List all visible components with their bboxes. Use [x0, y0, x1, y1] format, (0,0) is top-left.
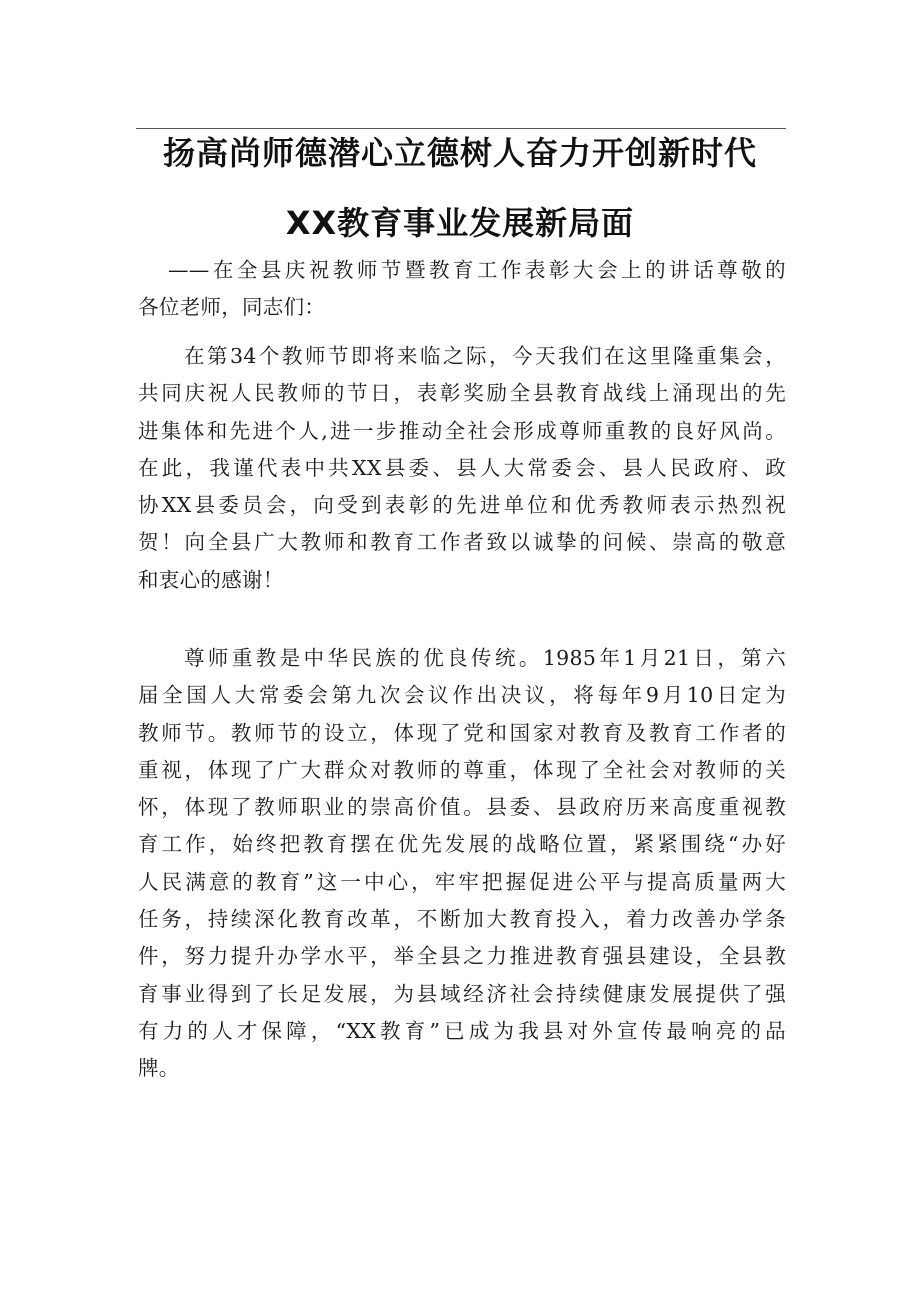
- paragraph-line: 届全国人大常委会第九次会议作出决议，将每年9月10日定为: [138, 683, 786, 708]
- document-subtitle: [138, 252, 786, 327]
- document-title-line-2: XX教育事业发展新局面: [285, 204, 635, 242]
- subtitle-line: ——在全县庆祝教师节暨教育工作表彰大会上的讲话尊敬的: [168, 258, 786, 282]
- paragraph-line: 贺！向全县广大教师和教育工作者致以诚挚的问候、崇高的敬意: [138, 530, 786, 555]
- paragraph-line: 在此，我谨代表中共XX县委、县人大常委会、县人民政府、政: [138, 455, 786, 480]
- paragraph-2: [138, 640, 786, 1088]
- paragraph-line: 协XX县委员会，向受到表彰的先进单位和优秀教师表示热烈祝: [138, 493, 786, 518]
- paragraph-line: 任务，持续深化教育改革，不断加大教育投入，着力改善办学条: [138, 907, 786, 932]
- paragraph-line: 育工作，始终把教育摆在优先发展的战略位置，紧紧围绕“办好: [138, 832, 786, 857]
- paragraph-line: 人民满意的教育”这一中心，牢牢把握促进公平与提高质量两大: [138, 869, 786, 894]
- paragraph-line: 怀，体现了教师职业的崇高价值。县委、县政府历来高度重视教: [138, 795, 786, 820]
- subtitle-line: 各位老师，同志们：: [138, 295, 326, 320]
- header-rule: [136, 128, 786, 129]
- document-title-line-1: 扬高尚师德潜心立德树人奋力开创新时代: [162, 134, 757, 172]
- paragraph-line: 共同庆祝人民教师的节日，表彰奖励全县教育战线上涌现出的先: [138, 381, 786, 406]
- paragraph-line: 教师节。教师节的设立，体现了党和国家对教育及教育工作者的: [138, 720, 786, 745]
- paragraph-line: 在第34个教师节即将来临之际，今天我们在这里隆重集会，: [184, 344, 786, 368]
- paragraph-line: 进集体和先进个人,进一步推动全社会形成尊师重教的良好风尚。: [138, 418, 786, 443]
- paragraph-line: 尊师重教是中华民族的优良传统。1985年1月21日，第六: [184, 646, 786, 670]
- paragraph-line: 件，努力提升办学水平，举全县之力推进教育强县建设，全县教: [138, 944, 786, 969]
- paragraph-line: 有力的人才保障，“XX教育”已成为我县对外宣传最响亮的品: [138, 1018, 786, 1043]
- paragraph-line: 育事业得到了长足发展，为县域经济社会持续健康发展提供了强: [138, 981, 786, 1006]
- paragraph-line: 和衷心的感谢！: [138, 567, 284, 592]
- paragraph-line: 重视，体现了广大群众对教师的尊重，体现了全社会对教师的关: [138, 757, 786, 782]
- paragraph-1: [138, 338, 786, 599]
- paragraph-line: 牌。: [138, 1056, 180, 1081]
